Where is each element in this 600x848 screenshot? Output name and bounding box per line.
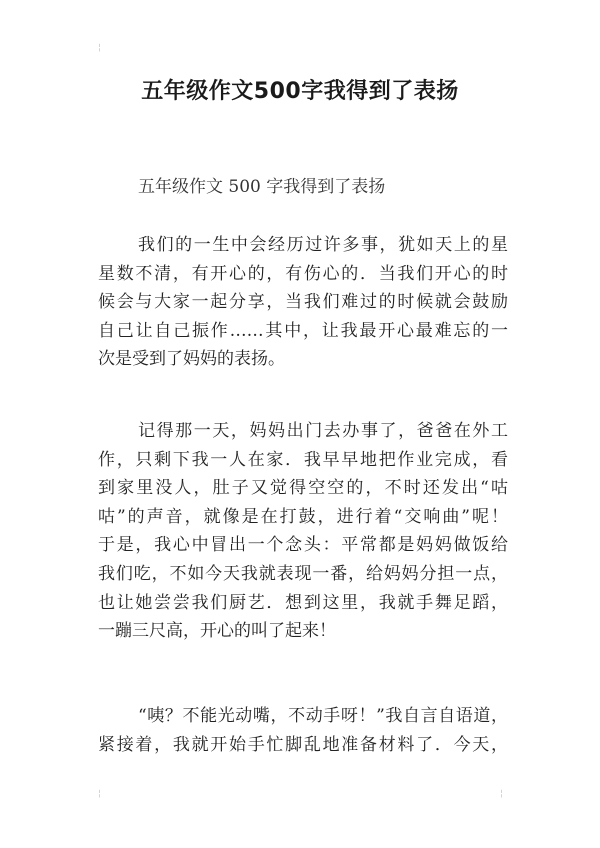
paragraph-line: 一蹦三尺高，开心的叫了起来！ (98, 621, 336, 642)
paragraph-2 (98, 417, 508, 646)
paragraph-line: 自己让自己振作……其中，让我最开心最难忘的一 (98, 320, 508, 341)
paragraph-line: 到家里没人，肚子又觉得空空的，不时还发出“咕 (98, 478, 508, 499)
paragraph-line: 候会与大家一起分享，当我们难过的时候就会鼓励 (98, 292, 508, 313)
paragraph-line: 记得那一天，妈妈出门去办事了，爸爸在外工 (138, 421, 508, 441)
paragraph-line: 紧接着，我就开始手忙脚乱地准备材料了．今天， (98, 734, 508, 755)
paragraph-line: 也让她尝尝我们厨艺．想到这里，我就手舞足蹈， (98, 592, 508, 613)
paragraph-3 (98, 702, 508, 759)
corner-mark-bottom-left: ¦ (98, 789, 102, 799)
document-title: 五年级作文500字我得到了表扬 (141, 79, 459, 104)
paragraph-line: 次是受到了妈妈的表扬。 (98, 349, 285, 370)
document-subtitle: 五年级作文 500 字我得到了表扬 (138, 177, 386, 197)
paragraph-1 (98, 231, 508, 374)
paragraph-line: 于是，我心中冒出一个念头：平常都是妈妈做饭给 (98, 535, 508, 556)
paragraph-line: 咕”的声音，就像是在打鼓，进行着“交响曲”呢！ (98, 506, 508, 527)
paragraph-line: 作，只剩下我一人在家．我早早地把作业完成，看 (98, 449, 508, 470)
corner-mark-bottom-right: ¦ (500, 789, 504, 799)
paragraph-line: “咦？不能光动嘴，不动手呀！”我自言自语道， (138, 706, 508, 726)
paragraph-line: 我们的一生中会经历过许多事，犹如天上的星 (138, 235, 508, 255)
paragraph-line: 我们吃，不如今天我就表现一番，给妈妈分担一点， (98, 563, 508, 584)
corner-mark-top-left: ¦ (98, 43, 102, 53)
paragraph-line: 星数不清，有开心的，有伤心的．当我们开心的时 (98, 263, 508, 284)
